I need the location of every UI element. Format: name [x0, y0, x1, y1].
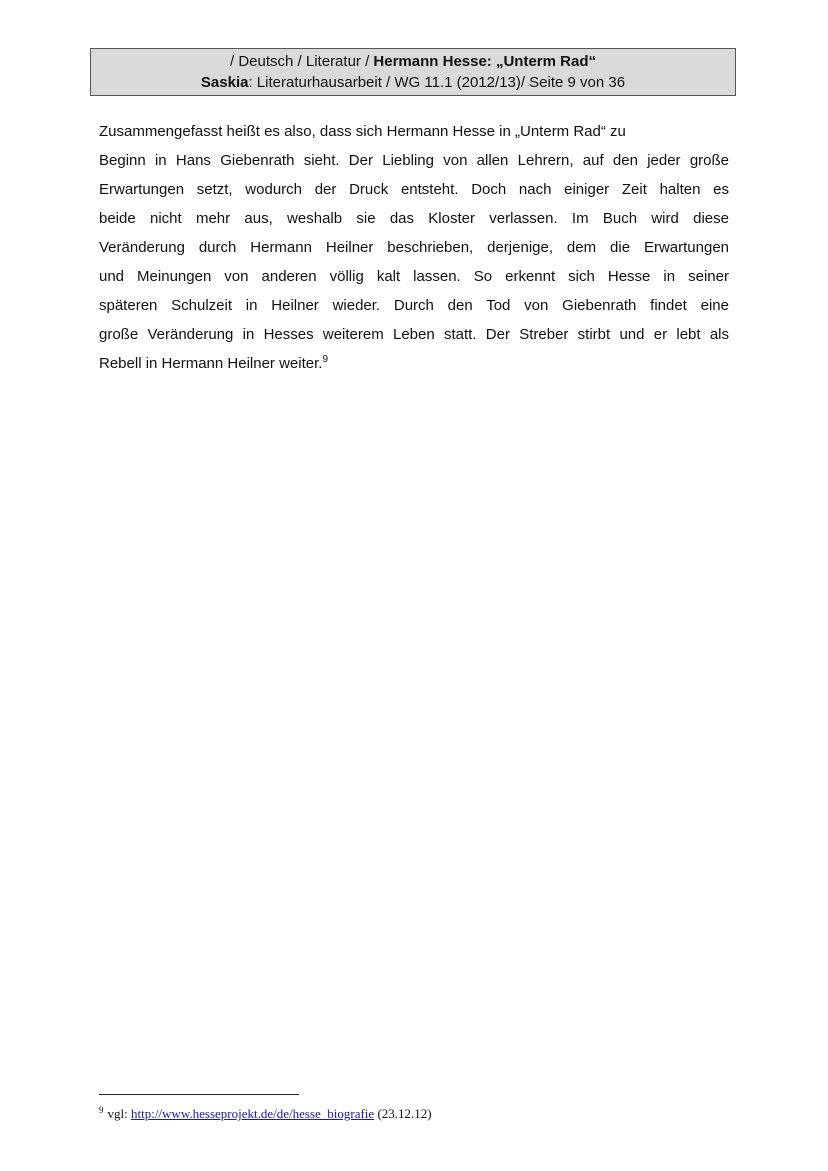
body-line: späteren Schulzeit in Heilner wieder. Durch den Tod von Giebenrath findet eine [99, 297, 729, 314]
body-line: Erwartungen setzt, wodurch der Druck entsteht. Doch nach einiger Zeit halten es [99, 181, 729, 198]
page-header [90, 48, 736, 96]
body-line: und Meinungen von anderen völlig kalt lassen. So erkennt sich Hesse in seiner [99, 268, 729, 285]
footnote [99, 1106, 432, 1122]
body-paragraph [99, 117, 729, 378]
body-line-text: Rebell in Hermann Heilner weiter. [99, 355, 323, 372]
body-line-last [99, 349, 729, 378]
footnote-divider [99, 1094, 299, 1095]
body-line: beide nicht mehr aus, weshalb sie das Kloster verlassen. Im Buch wird diese [99, 210, 729, 227]
footnote-prefix: vgl: [107, 1106, 131, 1121]
header-meta: : Literaturhausarbeit / WG 11.1 (2012/13)/ Seite 9 von 36 [248, 74, 626, 91]
header-line-2 [91, 72, 735, 93]
footnote-reference[interactable]: 9 [322, 354, 328, 365]
header-subject: / Deutsch / Literatur / [230, 53, 374, 70]
body-line: Beginn in Hans Giebenrath sieht. Der Liebling von allen Lehrern, auf den jeder große [99, 152, 729, 169]
footnote-date: (23.12.12) [374, 1106, 432, 1121]
header-line-1 [91, 51, 735, 72]
header-title: Hermann Hesse: „Unterm Rad“ [373, 53, 596, 70]
body-line: Veränderung durch Hermann Heilner beschrieben, derjenige, dem die Erwartungen [99, 239, 729, 256]
body-line: Zusammengefasst heißt es also, dass sich Hermann Hesse in „Unterm Rad“ zu [99, 123, 626, 140]
footnote-link[interactable]: http://www.hesseprojekt.de/de/hesse_biografie [130, 1106, 375, 1121]
footnote-number: 9 [99, 1105, 104, 1115]
body-line: große Veränderung in Hesses weiterem Leben statt. Der Streber stirbt und er lebt als [99, 326, 729, 343]
header-author: Saskia [200, 74, 249, 91]
